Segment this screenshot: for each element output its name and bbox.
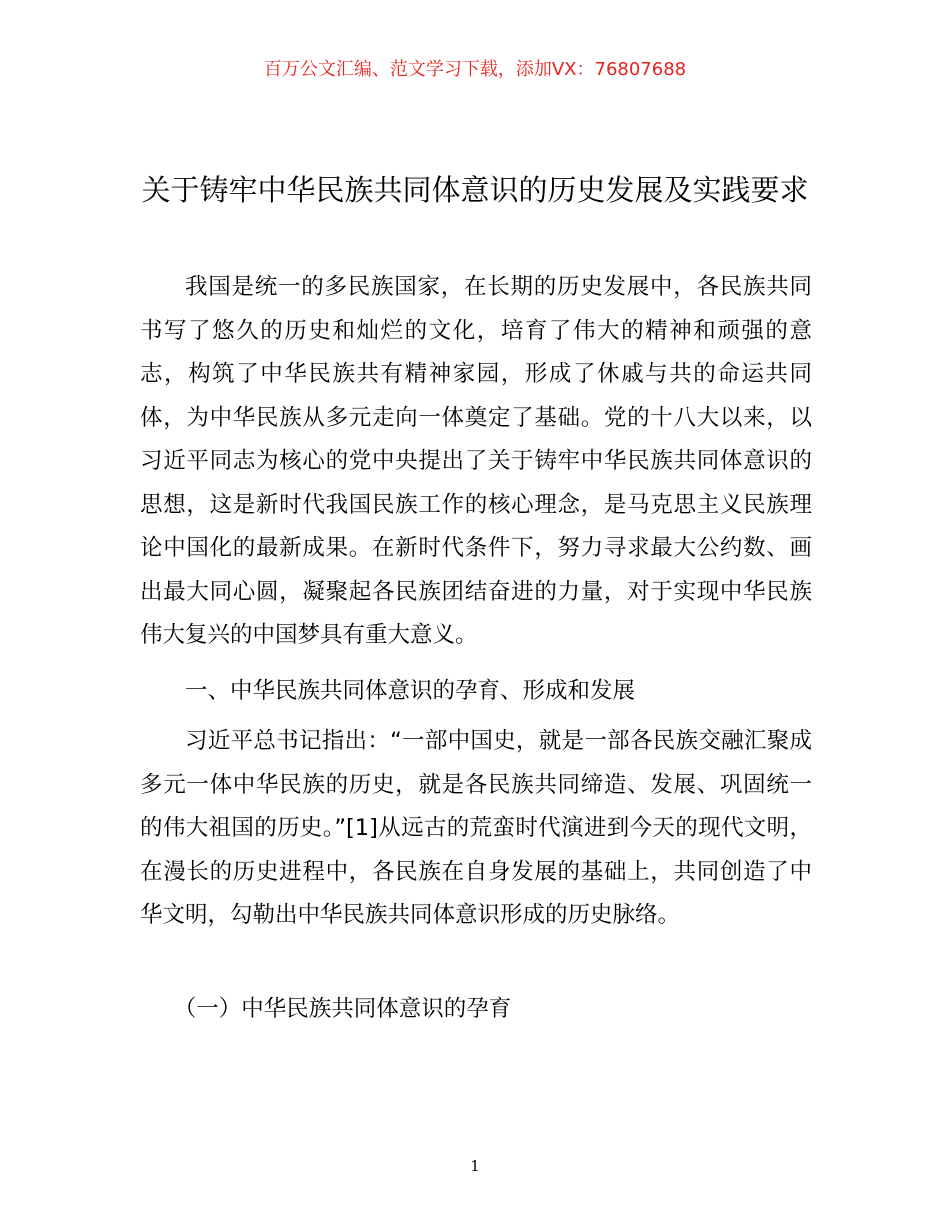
subsection-heading-1: （一）中华民族共同体意识的孕育 — [173, 996, 512, 1022]
watermark-header: 百万公文汇编、范文学习下载，添加VX：76807688 — [263, 59, 687, 80]
document-title: 关于铸牢中华民族共同体意识的历史发展及实践要求 — [141, 173, 809, 207]
section-paragraph-1: 习近平总书记指出：“一部中国史，就是一部各民族交融汇聚成多元一体中华民族的历史，就是各民族共同缔造、发展、巩固统一的伟大祖国的历史。”[1]从远古的荒蛮时代演进到今天的现代文明，在漫长的历史进程中，各民族在自身发展的基础上，共同创造了中华文明，勾勒出中华民族共同体意识形成的历史脉络。 — [140, 728, 812, 928]
intro-paragraph: 我国是统一的多民族国家，在长期的历史发展中，各民族共同书写了悠久的历史和灿烂的文化，培育了伟大的精神和顽强的意志，构筑了中华民族共有精神家园，形成了休戚与共的命运共同体，为中华民族从多元走向一体奠定了基础。党的十八大以来，以习近平同志为核心的党中央提出了关于铸牢中华民族共同体意识的思想，这是新时代我国民族工作的核心理念，是马克思主义民族理论中国化的最新成果。在新时代条件下，努力寻求最大公约数、画出最大同心圆，凝聚起各民族团结奋进的力量，对于实现中华民族伟大复兴的中国梦具有重大意义。 — [140, 274, 812, 648]
section-heading-1: 一、中华民族共同体意识的孕育、形成和发展 — [185, 678, 636, 704]
page-number: 1 — [470, 1157, 480, 1175]
